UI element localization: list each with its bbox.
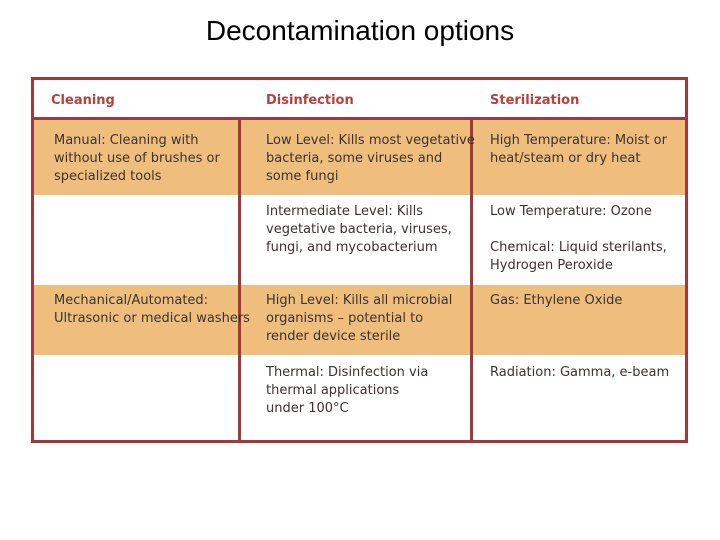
table-cell: Intermediate Level: Kills vegetative bacteria, viruses, fungi, and mycobacterium	[266, 204, 452, 255]
header-disinfection: Disinfection	[266, 93, 354, 108]
table-cell: Radiation: Gamma, e-beam	[490, 365, 670, 380]
table-cell: Gas: Ethylene Oxide	[490, 293, 623, 308]
column-divider	[238, 120, 241, 440]
table-header-row	[34, 80, 685, 120]
page-title: Decontamination options	[205, 15, 515, 46]
table-cell: Low Level: Kills most vegetative bacteria, some viruses and some fungi	[266, 133, 475, 184]
table-cell: Low Temperature: Ozone	[490, 204, 652, 219]
header-sterilization: Sterilization	[490, 93, 580, 108]
table-cell: Thermal: Disinfection via thermal applications under 100°C	[266, 365, 429, 416]
table-cell: Mechanical/Automated: Ultrasonic or medical washers	[54, 293, 250, 326]
table-cell: Manual: Cleaning with without use of brushes or specialized tools	[54, 133, 220, 184]
table-cell: High Level: Kills all microbial organisms – potential to render device sterile	[266, 293, 453, 344]
table-cell: Chemical: Liquid sterilants, Hydrogen Peroxide	[490, 240, 667, 273]
header-cleaning: Cleaning	[51, 93, 115, 108]
decontamination-table	[31, 77, 688, 443]
table-cell: High Temperature: Moist or heat/steam or dry heat	[490, 133, 667, 166]
